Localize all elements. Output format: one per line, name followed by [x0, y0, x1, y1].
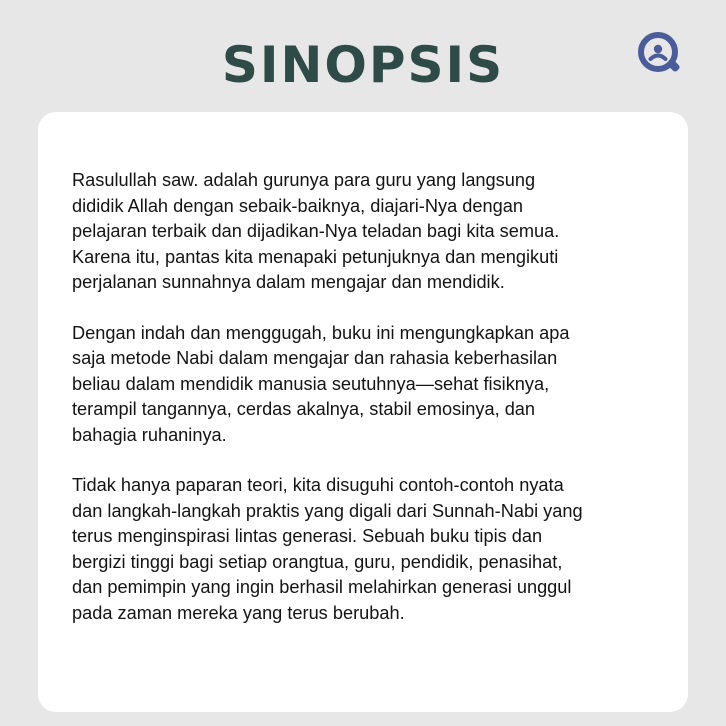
synopsis-text	[72, 168, 682, 651]
synopsis-paragraph	[72, 473, 682, 626]
paragraph-line: terus menginspirasi lintas generasi. Sebuah buku tipis dan	[72, 526, 543, 546]
paragraph-line: saja metode Nabi dalam mengajar dan rahasia keberhasilan	[72, 348, 558, 368]
paragraph-line: bahagia ruhaninya.	[72, 424, 227, 445]
paragraph-line: beliau dalam mendidik manusia seutuhnya—sehat fisiknya,	[72, 373, 550, 394]
synopsis-paragraph	[72, 168, 682, 296]
paragraph-line: pelajaran terbaik dan dijadikan-Nya teladan bagi kita semua.	[72, 221, 560, 241]
paragraph-line: pada zaman mereka yang terus berubah.	[72, 602, 405, 623]
paragraph-line: dididik Allah dengan sebaik-baiknya, diajari-Nya dengan	[72, 195, 523, 216]
page-title: SINOPSIS	[221, 36, 505, 94]
paragraph-line: Rasulullah saw. adalah gurunya para guru yang langsung	[72, 170, 536, 190]
paragraph-line: bergizi tinggi bagi setiap orangtua, guru, pendidik, penasihat,	[72, 551, 563, 572]
paragraph-line: dan pemimpin yang ingin berhasil melahirkan generasi unggul	[72, 577, 572, 597]
paragraph-line: terampil tangannya, cerdas akalnya, stabil emosinya, dan	[72, 399, 536, 419]
paragraph-line: Dengan indah dan menggugah, buku ini mengungkapkan apa	[72, 322, 570, 343]
brand-logo-icon	[636, 30, 684, 78]
paragraph-line: Karena itu, pantas kita menapaki petunjuknya dan mengikuti	[72, 246, 559, 267]
paragraph-line: perjalanan sunnahnya dalam mengajar dan mendidik.	[72, 272, 505, 292]
paragraph-line: Tidak hanya paparan teori, kita disuguhi contoh-contoh nyata	[72, 475, 564, 495]
paragraph-line: dan langkah-langkah praktis yang digali dari Sunnah-Nabi yang	[72, 500, 583, 521]
synopsis-paragraph	[72, 321, 682, 449]
